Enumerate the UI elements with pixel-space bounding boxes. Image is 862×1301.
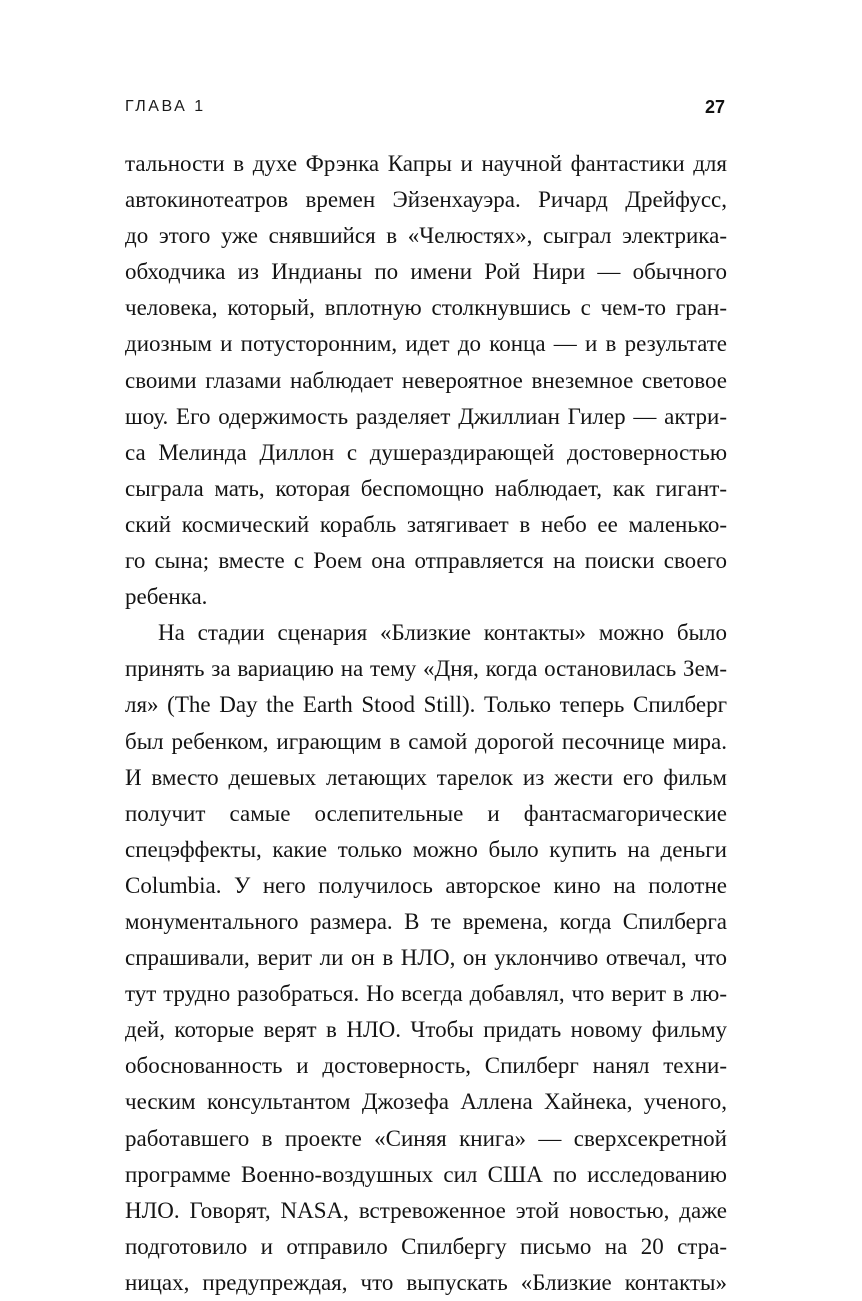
text-line: На стадии сценария «Близкие контакты» можно было <box>158 620 727 646</box>
text-line: монументального размера. В те времена, когда Спилберга <box>125 908 727 934</box>
text-line: человека, который, вплотную столкнувшись с чем-то гран- <box>125 295 727 321</box>
text-line: обоснованность и достоверность, Спилберг нанял техни- <box>125 1053 727 1079</box>
text-line: И вместо дешевых летающих тарелок из жести его фильм <box>125 764 727 790</box>
text-line: дей, которые верят в НЛО. Чтобы придать новому фильму <box>125 1017 727 1043</box>
chapter-running-title: ГЛАВА 1 <box>125 98 206 115</box>
text-line: ческим консультантом Джозефа Аллена Хайнека, ученого, <box>125 1089 727 1115</box>
text-line: ребенка. <box>125 584 208 610</box>
text-line: тут трудно разобраться. Но всегда добавлял, что верит в лю- <box>125 981 727 1007</box>
text-line: са Мелинда Диллон с душераздирающей достоверностью <box>125 439 727 465</box>
text-line: до этого уже снявшийся в «Челюстях», сыграл электрика- <box>125 223 727 249</box>
body-text <box>125 146 727 1301</box>
text-line: тальности в духе Фрэнка Капры и научной фантастики для <box>125 151 727 176</box>
text-line: шоу. Его одержимость разделяет Джиллиан Гилер — актри- <box>125 403 727 429</box>
text-line: своими глазами наблюдает невероятное внеземное световое <box>125 367 727 393</box>
text-line: спрашивали, верит ли он в НЛО, он уклончиво отвечал, что <box>125 945 727 971</box>
text-line: ский космический корабль затягивает в небо ее маленько- <box>125 511 727 537</box>
text-line: НЛО. Говорят, NASA, встревоженное этой новостью, даже <box>125 1197 727 1223</box>
text-line: го сына; вместе с Роем она отправляется на поиски своего <box>125 548 727 574</box>
text-line: принять за вариацию на тему «Дня, когда остановилась Зем- <box>125 656 727 682</box>
text-line: получит самые ослепительные и фантасмагорические <box>125 800 727 826</box>
text-line: программе Военно-воздушных сил США по исследованию <box>125 1161 727 1187</box>
text-line: подготовило и отправило Спилбергу письмо на 20 стра- <box>125 1233 727 1259</box>
text-line: автокинотеатров времен Эйзенхауэра. Ричард Дрейфусс, <box>125 187 727 213</box>
text-line: сыграла мать, которая беспомощно наблюдает, как гигант- <box>125 475 727 501</box>
text-line: был ребенком, играющим в самой дорогой песочнице мира. <box>125 728 727 754</box>
page-number: 27 <box>704 97 725 117</box>
text-line: работавшего в проекте «Синяя книга» — сверхсекретной <box>125 1125 727 1151</box>
text-line: Columbia. У него получилось авторское кино на полотне <box>125 872 727 898</box>
text-line: ницах, предупреждая, что выпускать «Близкие контакты» <box>125 1269 727 1295</box>
text-line: ля» (The Day the Earth Stood Still). Только теперь Спилберг <box>125 692 727 718</box>
text-line: диозным и потусторонним, идет до конца — и в результате <box>125 331 727 357</box>
paragraph-1 <box>125 146 727 615</box>
text-line: спецэффекты, какие только можно было купить на деньги <box>125 836 727 862</box>
text-line: обходчика из Индианы по имени Рой Нири — обычного <box>125 259 727 285</box>
paragraph-2 <box>125 615 727 1301</box>
